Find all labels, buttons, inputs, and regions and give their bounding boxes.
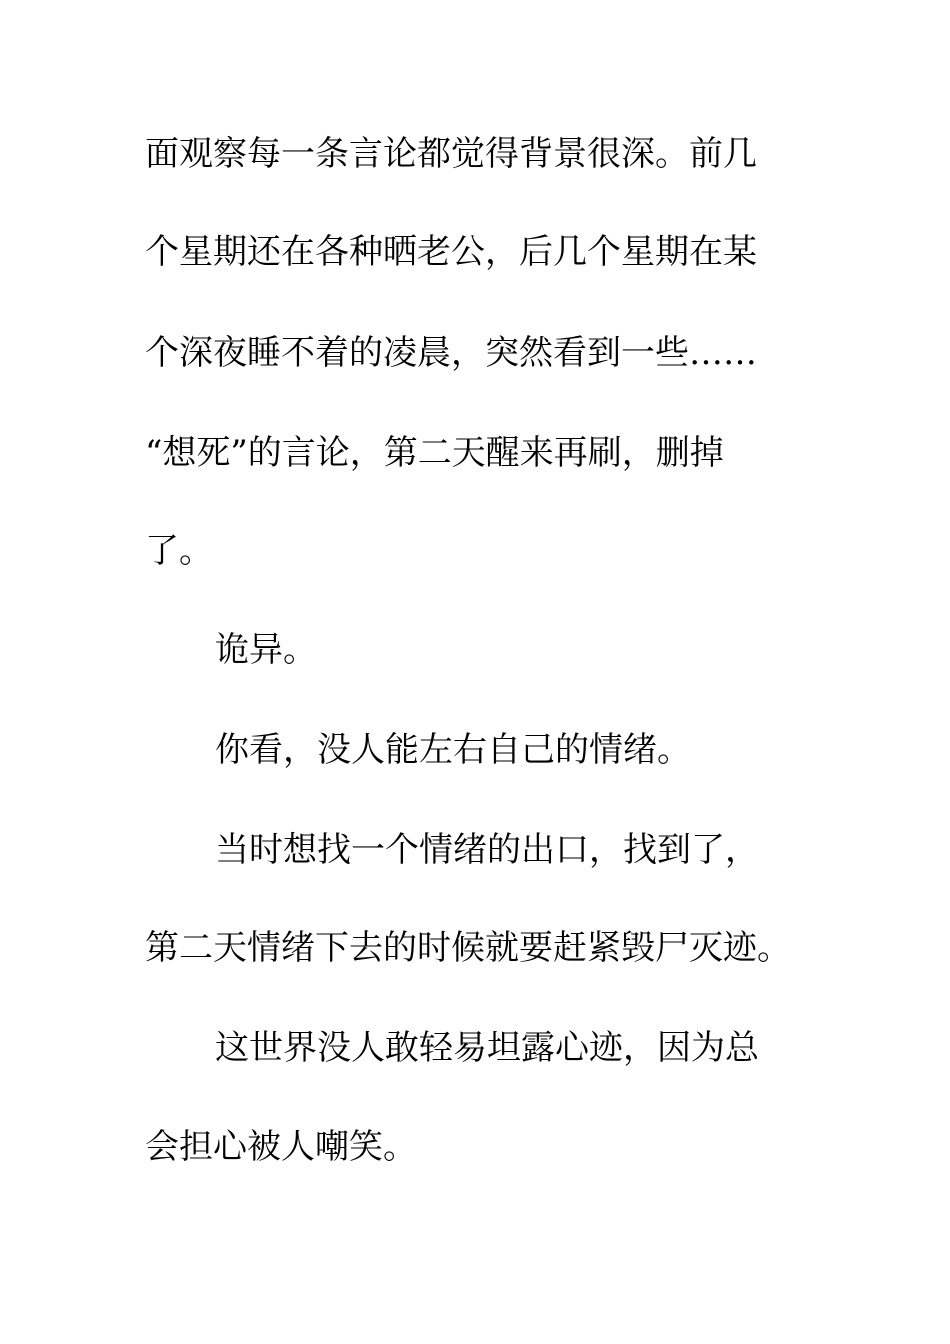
text-line-5: 了。 (145, 531, 213, 571)
paragraph-world-line-1: 这世界没人敢轻易坦露心迹，因为总 (215, 1028, 759, 1068)
paragraph-emotions: 你看，没人能左右自己的情绪。 (215, 730, 691, 770)
paragraph-strange: 诡异。 (215, 630, 317, 670)
paragraph-outlet-line-2: 第二天情绪下去的时候就要赶紧毁尸灭迹。 (145, 928, 791, 968)
text-line-1: 面观察每一条言论都觉得背景很深。前几 (145, 134, 757, 174)
text-line-2: 个星期还在各种晒老公，后几个星期在某 (145, 232, 757, 272)
text-line-4: “想死”的言论，第二天醒来再刷，删掉 (145, 433, 724, 473)
text-line-3: 个深夜睡不着的凌晨，突然看到一些…… (145, 333, 757, 373)
paragraph-outlet-line-1: 当时想找一个情绪的出口，找到了， (215, 830, 759, 870)
paragraph-world-line-2: 会担心被人嘲笑。 (145, 1127, 417, 1167)
